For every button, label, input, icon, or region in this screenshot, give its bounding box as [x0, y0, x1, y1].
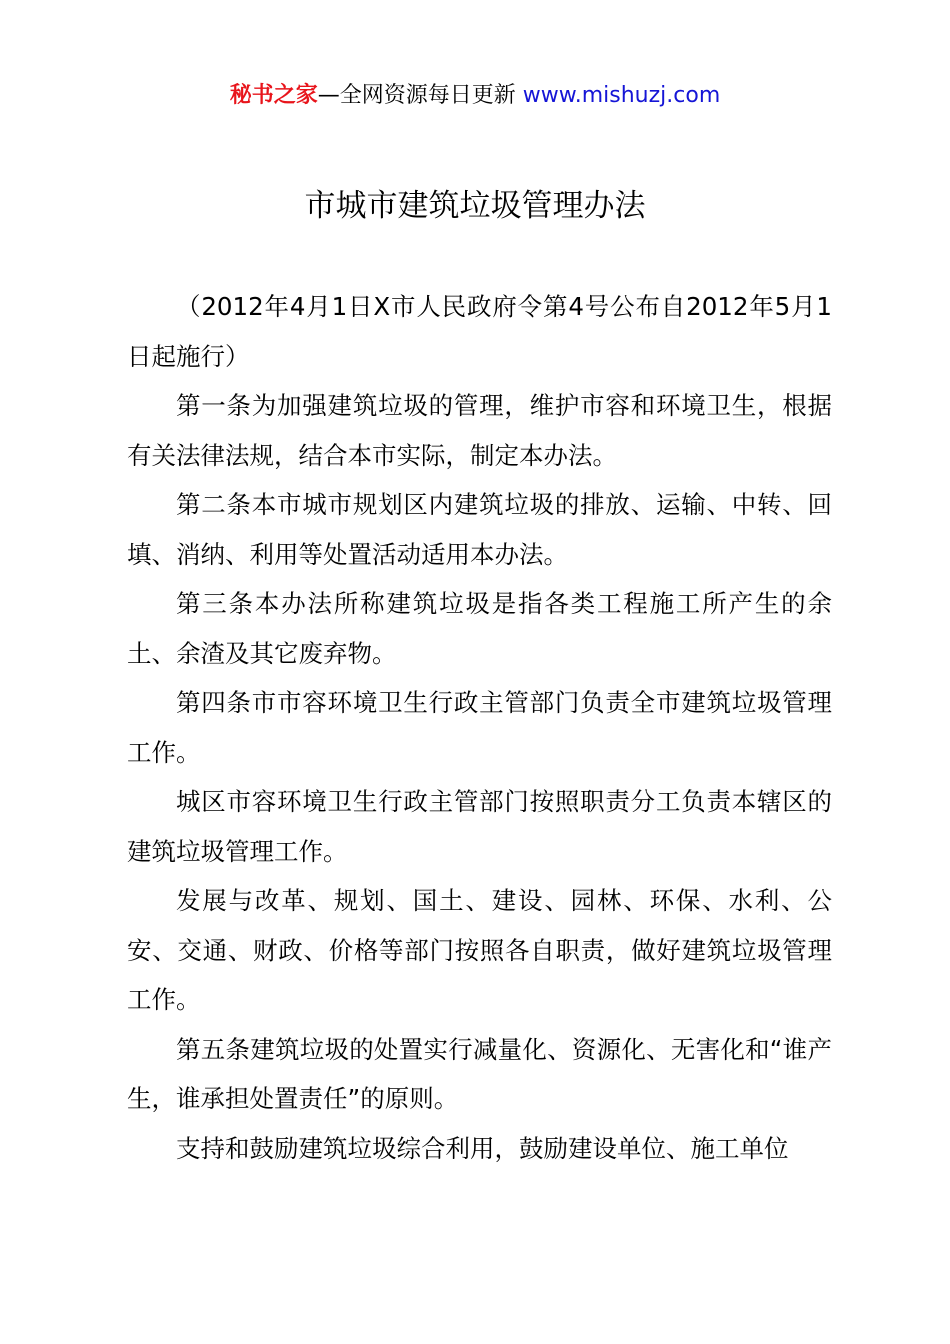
document-body [127, 282, 832, 1173]
article-1: 第一条为加强建筑垃圾的管理，维护市容和环境卫生，根据有关法律法规，结合本市实际，制定本办法。 [127, 391, 832, 470]
article-5: 第五条建筑垃圾的处置实行减量化、资源化、无害化和“谁产生，谁承担处置责任”的原则。 [127, 1034, 832, 1113]
article-4-clause-3: 发展与改革、规划、国土、建设、园林、环保、水利、公安、交通、财政、价格等部门按照各自职责，做好建筑垃圾管理工作。 [127, 886, 832, 1014]
article-3: 第三条本办法所称建筑垃圾是指各类工程施工所产生的余土、余渣及其它废弃物。 [127, 589, 832, 668]
article-4-clause-2: 城区市容环境卫生行政主管部门按照职责分工负责本辖区的建筑垃圾管理工作。 [127, 787, 832, 866]
article-2: 第二条本市城市规划区内建筑垃圾的排放、运输、中转、回填、消纳、利用等处置活动适用本办法。 [127, 490, 832, 569]
document-title: 市城市建筑垃圾管理办法 [304, 188, 646, 224]
article-4: 第四条市市容环境卫生行政主管部门负责全市建筑垃圾管理工作。 [127, 688, 832, 767]
site-tagline: —全网资源每日更新 [317, 83, 523, 108]
publication-note: （2012年4月1日X市人民政府令第4号公布自2012年5月1日起施行） [127, 292, 832, 371]
site-brand: 秘书之家 [229, 83, 318, 108]
site-header [0, 80, 950, 112]
article-5-clause-2: 支持和鼓励建筑垃圾综合利用，鼓励建设单位、施工单位 [176, 1133, 789, 1163]
site-url-link[interactable]: www.mishuzj.com [522, 83, 721, 108]
